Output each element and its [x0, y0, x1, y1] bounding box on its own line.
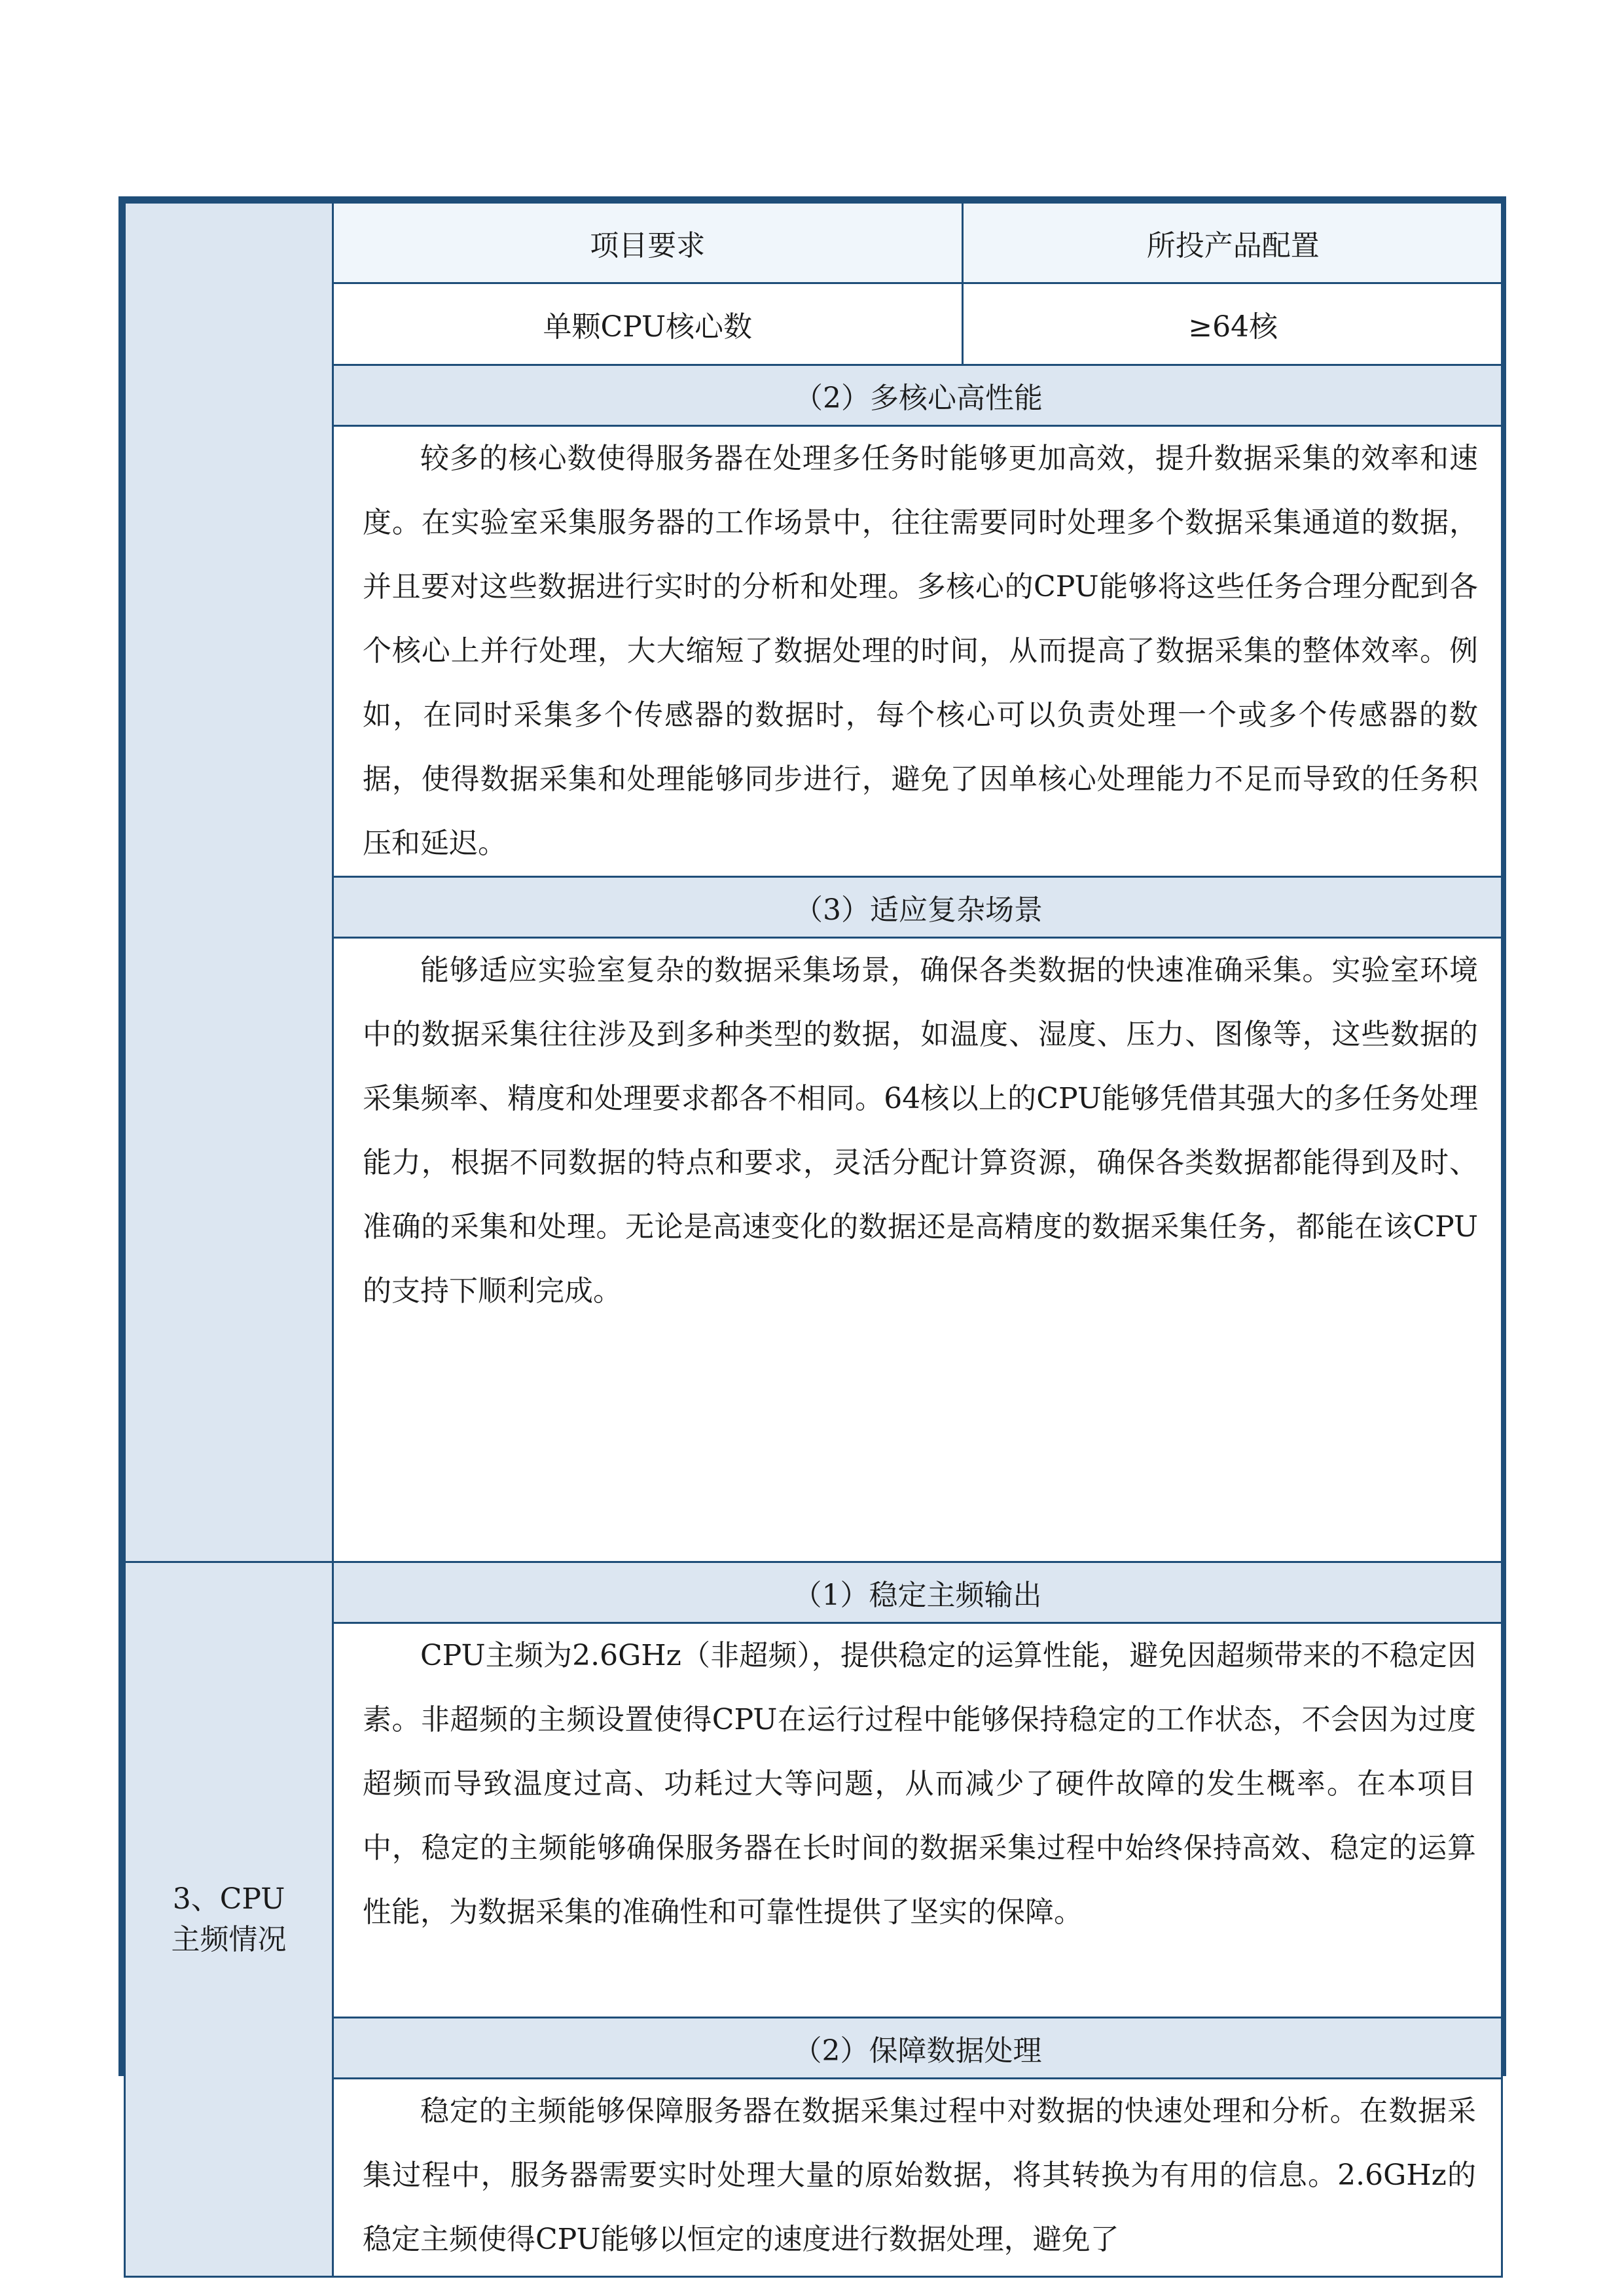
subsection-title-stable: （1）稳定主频输出	[334, 1563, 1501, 1623]
row-core-count-value: ≥64核	[962, 283, 1503, 365]
paragraph-processing: 稳定的主频能够保障服务器在数据采集过程中对数据的快速处理和分析。在数据采集过程中，服务器需要实时处理大量的原始数据，将其转换为有用的信息。2.6GHz的稳定主频使得CPU能够以恒定的速度进行数据处理，避免了	[363, 2094, 1476, 2256]
spec-table-grid	[124, 202, 1503, 2278]
section-label-cores	[125, 203, 333, 1562]
header-requirement: 项目要求	[334, 204, 962, 283]
subsection-text-stable	[334, 1623, 1501, 2018]
subsection-text-complex	[334, 938, 1503, 1332]
section-cores-content	[333, 203, 1502, 1562]
paragraph-stable: CPU主频为2.6GHz（非超频），提供稳定的运算性能，避免因超频带来的不稳定因素。非超频的主频设置使得CPU在运行过程中能够保持稳定的工作状态，不会因为过度超频而导致温度过高、功耗过大等问题，从而减少了硬件故障的发生概率。在本项目中，稳定的主频能够确保服务器在长时间的数据采集过程中始终保持高效、稳定的运算性能，为数据采集的准确性和可靠性提供了坚实的保障。	[363, 1639, 1476, 1929]
subsection-text-processing	[334, 2079, 1501, 2276]
subsection-title-processing: （2）保障数据处理	[334, 2018, 1501, 2079]
paragraph-complex: 能够适应实验室复杂的数据采集场景，确保各类数据的快速准确采集。实验室环境中的数据采集往往涉及到多种类型的数据，如温度、湿度、压力、图像等，这些数据的采集频率、精度和处理要求都各不相同。64核以上的CPU能够凭借其强大的多任务处理能力，根据不同数据的特点和要求，灵活分配计算资源，确保各类数据都能得到及时、准确的采集和处理。无论是高速变化的数据还是高精度的数据采集任务，都能在该CPU的支持下顺利完成。	[363, 954, 1478, 1308]
cores-inner-table	[334, 204, 1503, 1331]
freq-inner-table	[334, 1563, 1501, 2276]
subsection-text-multicore	[334, 426, 1503, 877]
row-core-count-label: 单颗CPU核心数	[334, 283, 962, 365]
header-product-config: 所投产品配置	[962, 204, 1503, 283]
spec-table	[118, 196, 1506, 2256]
subsection-title-multicore: （2）多核心高性能	[334, 365, 1503, 426]
subsection-title-complex: （3）适应复杂场景	[334, 877, 1503, 938]
section-label-freq-cell	[125, 1562, 333, 2277]
paragraph-multicore: 较多的核心数使得服务器在处理多任务时能够更加高效，提升数据采集的效率和速度。在实验室采集服务器的工作场景中，往往需要同时处理多个数据采集通道的数据，并且要对这些数据进行实时的分析和处理。多核心的CPU能够将这些任务合理分配到各个核心上并行处理，大大缩短了数据处理的时间，从而提高了数据采集的整体效率。例如，在同时采集多个传感器的数据时，每个核心可以负责处理一个或多个传感器的数据，使得数据采集和处理能够同步进行，避免了因单核心处理能力不足而导致的任务积压和延迟。	[363, 442, 1478, 860]
section-label-freq: 3、CPU主频情况	[171, 1882, 287, 1956]
section-freq-content	[333, 1562, 1502, 2277]
